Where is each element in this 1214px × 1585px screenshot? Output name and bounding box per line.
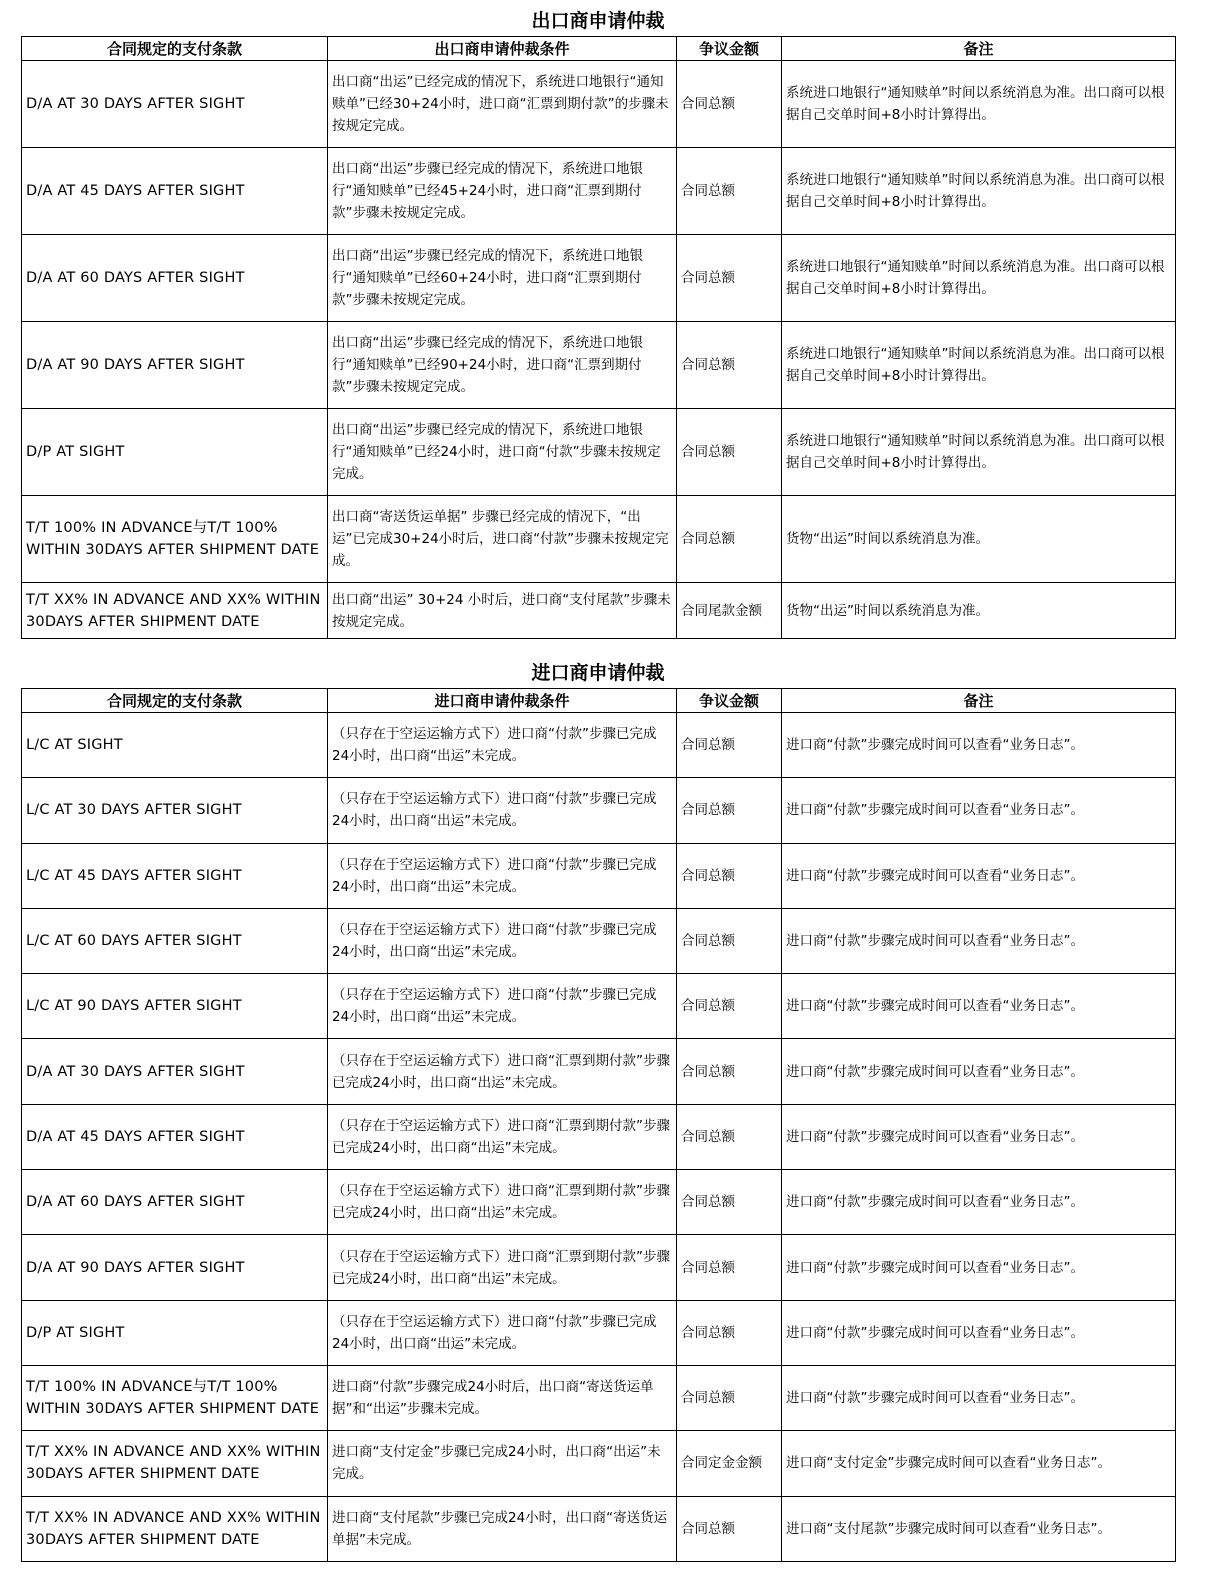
table-row [22,778,1176,843]
note-cell: 进口商“付款”步骤完成时间可以查看“业务日志”。 [782,1104,1176,1169]
table-row [22,1365,1176,1430]
note-cell: 进口商“付款”步骤完成时间可以查看“业务日志”。 [782,1039,1176,1104]
note-cell: 系统进口地银行“通知赎单”时间以系统消息为准。出口商可以根据自己交单时间+8小时计算得出。 [782,409,1176,496]
table-row [22,843,1176,908]
header-condition: 出口商申请仲裁条件 [328,37,677,61]
payment-term-cell: D/A AT 60 DAYS AFTER SIGHT [22,1170,328,1235]
section-title: 进口商申请仲裁 [531,662,665,684]
condition-cell: 出口商“出运”步骤已经完成的情况下，系统进口地银行“通知赎单”已经90+24小时，进口商“汇票到期付款”步骤未按规定完成。 [328,322,677,409]
table-row [22,235,1176,322]
payment-term-cell: L/C AT 30 DAYS AFTER SIGHT [22,778,328,843]
table-row [22,496,1176,583]
note-cell: 进口商“付款”步骤完成时间可以查看“业务日志”。 [782,908,1176,973]
payment-term-cell: D/P AT SIGHT [22,409,328,496]
amount-cell: 合同总额 [677,496,782,583]
condition-cell: （只存在于空运运输方式下）进口商“汇票到期付款”步骤已完成24小时，出口商“出运”未完成。 [328,1235,677,1300]
note-cell: 进口商“付款”步骤完成时间可以查看“业务日志”。 [782,1235,1176,1300]
payment-term-cell: T/T XX% IN ADVANCE AND XX% WITHIN 30DAYS AFTER SHIPMENT DATE [22,1431,328,1496]
table-row [22,1300,1176,1365]
note-cell: 货物“出运”时间以系统消息为准。 [782,583,1176,639]
importer-arbitration-section [21,658,1175,1562]
amount-cell: 合同总额 [677,1104,782,1169]
exporter-arbitration-table [21,36,1176,639]
condition-cell: 出口商“寄送货运单据” 步骤已经完成的情况下，“出运”已完成30+24小时后，进口商“付款”步骤未按规定完成。 [328,496,677,583]
amount-cell: 合同总额 [677,1039,782,1104]
payment-term-cell: T/T XX% IN ADVANCE AND XX% WITHIN 30DAYS AFTER SHIPMENT DATE [22,583,328,639]
note-cell: 进口商“付款”步骤完成时间可以查看“业务日志”。 [782,1365,1176,1430]
payment-term-cell: L/C AT 90 DAYS AFTER SIGHT [22,974,328,1039]
header-payment-term: 合同规定的支付条款 [22,689,328,713]
amount-cell: 合同总额 [677,843,782,908]
table-row [22,1039,1176,1104]
condition-cell: （只存在于空运运输方式下）进口商“付款”步骤已完成24小时，出口商“出运”未完成。 [328,778,677,843]
condition-cell: 出口商“出运” 30+24 小时后，进口商“支付尾款”步骤未按规定完成。 [328,583,677,639]
payment-term-cell: L/C AT 60 DAYS AFTER SIGHT [22,908,328,973]
condition-cell: （只存在于空运运输方式下）进口商“付款”步骤已完成24小时，出口商“出运”未完成。 [328,908,677,973]
payment-term-cell: D/A AT 30 DAYS AFTER SIGHT [22,1039,328,1104]
note-cell: 货物“出运”时间以系统消息为准。 [782,496,1176,583]
condition-cell: 出口商“出运”步骤已经完成的情况下，系统进口地银行“通知赎单”已经45+24小时，进口商“汇票到期付款”步骤未按规定完成。 [328,148,677,235]
note-cell: 系统进口地银行“通知赎单”时间以系统消息为准。出口商可以根据自己交单时间+8小时计算得出。 [782,61,1176,148]
amount-cell: 合同总额 [677,1496,782,1561]
amount-cell: 合同总额 [677,778,782,843]
header-note: 备注 [782,37,1176,61]
payment-term-cell: D/A AT 90 DAYS AFTER SIGHT [22,322,328,409]
table-row [22,1170,1176,1235]
note-cell: 进口商“付款”步骤完成时间可以查看“业务日志”。 [782,974,1176,1039]
table-row [22,322,1176,409]
payment-term-cell: T/T 100% IN ADVANCE与T/T 100% WITHIN 30DAYS AFTER SHIPMENT DATE [22,496,328,583]
condition-cell: （只存在于空运运输方式下）进口商“付款”步骤已完成24小时，出口商“出运”未完成。 [328,843,677,908]
amount-cell: 合同总额 [677,713,782,778]
section-title: 出口商申请仲裁 [531,10,665,32]
table-header-row [22,689,1176,713]
amount-cell: 合同总额 [677,1170,782,1235]
condition-cell: （只存在于空运运输方式下）进口商“付款”步骤已完成24小时，出口商“出运”未完成。 [328,1300,677,1365]
table-row [22,713,1176,778]
note-cell: 系统进口地银行“通知赎单”时间以系统消息为准。出口商可以根据自己交单时间+8小时计算得出。 [782,148,1176,235]
amount-cell: 合同总额 [677,974,782,1039]
table-row [22,1104,1176,1169]
amount-cell: 合同总额 [677,409,782,496]
amount-cell: 合同总额 [677,61,782,148]
amount-cell: 合同总额 [677,1365,782,1430]
table-row [22,148,1176,235]
header-amount: 争议金额 [677,37,782,61]
note-cell: 进口商“付款”步骤完成时间可以查看“业务日志”。 [782,843,1176,908]
condition-cell: 进口商“支付尾款”步骤已完成24小时，出口商“寄送货运单据”未完成。 [328,1496,677,1561]
table-row [22,61,1176,148]
table-row [22,974,1176,1039]
note-cell: 进口商“付款”步骤完成时间可以查看“业务日志”。 [782,778,1176,843]
header-note: 备注 [782,689,1176,713]
table-row [22,409,1176,496]
table-header-row [22,37,1176,61]
payment-term-cell: D/A AT 90 DAYS AFTER SIGHT [22,1235,328,1300]
amount-cell: 合同总额 [677,1300,782,1365]
payment-term-cell: T/T XX% IN ADVANCE AND XX% WITHIN 30DAYS AFTER SHIPMENT DATE [22,1496,328,1561]
amount-cell: 合同总额 [677,908,782,973]
condition-cell: 进口商“付款”步骤完成24小时后，出口商“寄送货运单据”和“出运”步骤未完成。 [328,1365,677,1430]
amount-cell: 合同尾款金额 [677,583,782,639]
exporter-arbitration-section [21,6,1175,639]
header-amount: 争议金额 [677,689,782,713]
payment-term-cell: L/C AT SIGHT [22,713,328,778]
note-cell: 进口商“支付定金”步骤完成时间可以查看“业务日志”。 [782,1431,1176,1496]
table-row [22,1235,1176,1300]
payment-term-cell: D/A AT 45 DAYS AFTER SIGHT [22,1104,328,1169]
note-cell: 进口商“支付尾款”步骤完成时间可以查看“业务日志”。 [782,1496,1176,1561]
payment-term-cell: D/A AT 30 DAYS AFTER SIGHT [22,61,328,148]
importer-arbitration-table [21,688,1176,1562]
note-cell: 进口商“付款”步骤完成时间可以查看“业务日志”。 [782,1170,1176,1235]
condition-cell: （只存在于空运运输方式下）进口商“付款”步骤已完成24小时，出口商“出运”未完成。 [328,974,677,1039]
condition-cell: （只存在于空运运输方式下）进口商“汇票到期付款”步骤已完成24小时，出口商“出运”未完成。 [328,1039,677,1104]
note-cell: 进口商“付款”步骤完成时间可以查看“业务日志”。 [782,713,1176,778]
payment-term-cell: T/T 100% IN ADVANCE与T/T 100% WITHIN 30DAYS AFTER SHIPMENT DATE [22,1365,328,1430]
payment-term-cell: L/C AT 45 DAYS AFTER SIGHT [22,843,328,908]
amount-cell: 合同总额 [677,148,782,235]
amount-cell: 合同总额 [677,1235,782,1300]
condition-cell: 出口商“出运”步骤已经完成的情况下，系统进口地银行“通知赎单”已经60+24小时，进口商“汇票到期付款”步骤未按规定完成。 [328,235,677,322]
header-payment-term: 合同规定的支付条款 [22,37,328,61]
payment-term-cell: D/A AT 60 DAYS AFTER SIGHT [22,235,328,322]
table-row [22,1431,1176,1496]
payment-term-cell: D/P AT SIGHT [22,1300,328,1365]
condition-cell: （只存在于空运运输方式下）进口商“汇票到期付款”步骤已完成24小时，出口商“出运”未完成。 [328,1170,677,1235]
header-condition: 进口商申请仲裁条件 [328,689,677,713]
condition-cell: 出口商“出运”已经完成的情况下，系统进口地银行“通知赎单”已经30+24小时，进口商“汇票到期付款”的步骤未按规定完成。 [328,61,677,148]
condition-cell: （只存在于空运运输方式下）进口商“汇票到期付款”步骤已完成24小时，出口商“出运”未完成。 [328,1104,677,1169]
amount-cell: 合同总额 [677,235,782,322]
note-cell: 系统进口地银行“通知赎单”时间以系统消息为准。出口商可以根据自己交单时间+8小时计算得出。 [782,322,1176,409]
table-row [22,1496,1176,1561]
note-cell: 进口商“付款”步骤完成时间可以查看“业务日志”。 [782,1300,1176,1365]
condition-cell: 进口商“支付定金”步骤已完成24小时，出口商“出运”未完成。 [328,1431,677,1496]
table-row [22,583,1176,639]
amount-cell: 合同总额 [677,322,782,409]
condition-cell: （只存在于空运运输方式下）进口商“付款”步骤已完成24小时，出口商“出运”未完成。 [328,713,677,778]
table-row [22,908,1176,973]
amount-cell: 合同定金金额 [677,1431,782,1496]
payment-term-cell: D/A AT 45 DAYS AFTER SIGHT [22,148,328,235]
condition-cell: 出口商“出运”步骤已经完成的情况下，系统进口地银行“通知赎单”已经24小时，进口商“付款”步骤未按规定完成。 [328,409,677,496]
note-cell: 系统进口地银行“通知赎单”时间以系统消息为准。出口商可以根据自己交单时间+8小时计算得出。 [782,235,1176,322]
